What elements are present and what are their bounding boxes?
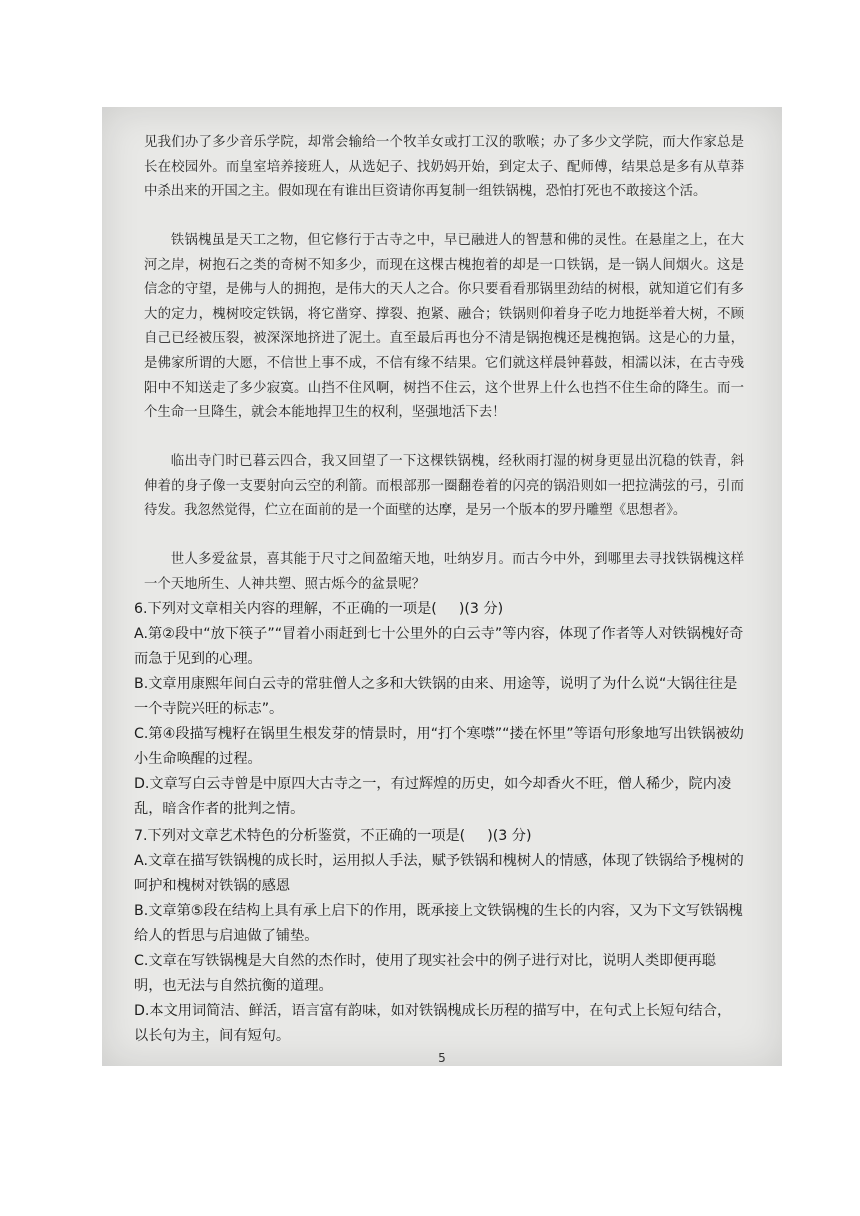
- question-6-option-a: A.第②段中“放下筷子”“冒着小雨赶到七十公里外的白云寺”等内容，体现了作者等人对铁锅槐好奇而急于见到的心理。: [134, 626, 744, 667]
- question-6-option-d: D.文章写白云寺曾是中原四大古寺之一，有过辉煌的历史，如今却香火不旺，僧人稀少，院内凌乱，暗含作者的批判之情。: [134, 776, 732, 817]
- question-7-option-b: B.文章第⑤段在结构上具有承上启下的作用，既承接上文铁锅槐的生长的内容，又为下文写铁锅槐给人的哲思与启迪做了铺垫。: [134, 903, 743, 944]
- question-7-option-c: C.文章在写铁锅槐是大自然的杰作时，使用了现实社会中的例子进行对比，说明人类即便再聪明，也无法与自然抗衡的道理。: [134, 953, 716, 994]
- question-6-stem: [134, 597, 744, 622]
- passage-paragraph: 世人多爱盆景，喜其能于尺寸之间盈缩天地，吐纳岁月。而古今中外，到哪里去寻找铁锅槐这样一个天地所生、人神共塑、照古烁今的盆景呢？: [144, 552, 744, 592]
- scanned-page: [102, 107, 782, 1066]
- question-6-option-b: B.文章用康熙年间白云寺的常驻僧人之多和大铁锅的由来、用途等，说明了为什么说“大锅往往是一个寺院兴旺的标志”。: [134, 676, 738, 717]
- question-6-stem-text: 6.下列对文章相关内容的理解，不正确的一项是(: [134, 601, 437, 617]
- question-7-stem: [134, 824, 744, 849]
- passage-paragraph: 见我们办了多少音乐学院，却常会输给一个牧羊女或打工汉的歌喉；办了多少文学院，而大作家总是长在校园外。而皇室培养接班人，从选妃子、找奶妈开始，到定太子、配师傅，结果总是多有从草莽中杀出来的开国之主。假如现在有谁出巨资请你再复制一组铁锅槐，恐怕打死也不敢接这个活。: [144, 135, 744, 200]
- page-number: 5: [438, 1051, 446, 1065]
- passage-paragraph: 铁锅槐虽是天工之物，但它修行于古寺之中，早已融进人的智慧和佛的灵性。在悬崖之上，在大河之岸，树抱石之类的奇树不知多少，而现在这棵古槐抱着的却是一口铁锅，是一锅人间烟火。这是信念的守望，是佛与人的拥抱，是伟大的天人之合。你只要看看那锅里劲结的树根，就知道它们有多大的定力，槐树咬定铁锅，将它凿穿、撑裂、抱紧、融合；铁锅则仰着身子吃力地挺举着大树，不顾自己已经被压裂，被深深地挤进了泥土。直至最后再也分不清是锅抱槐还是槐抱锅。这是心的力量，是佛家所谓的大愿，不信世上事不成，不信有缘不结果。它们就这样晨钟暮鼓，相濡以沫，在古寺残阳中不知送走了多少寂寞。山挡不住风啊，树挡不住云，这个世界上什么也挡不住生命的降生。而一个生命一旦降生，就会本能地捍卫生的权利，坚强地活下去！: [144, 233, 744, 421]
- passage-paragraph: 临出寺门时已暮云四合，我又回望了一下这棵铁锅槐，经秋雨打湿的树身更显出沉稳的铁青，斜伸着的身子像一支要射向云空的利箭。而根部那一圈翻卷着的闪亮的锅沿则如一把拉满弦的弓，引而待发。我忽然觉得，伫立在面前的是一个面壁的达摩，是另一个版本的罗丹雕塑《思想者》。: [144, 454, 744, 519]
- question-7-option-d: D.本文用词简洁、鲜活，语言富有韵味，如对铁锅槐成长历程的描写中，在句式上长短句结合，以长句为主，间有短句。: [134, 1003, 732, 1044]
- question-6-option-c: C.第④段描写槐籽在锅里生根发芽的情景时，用“打个寒噤”“搂在怀里”等语句形象地写出铁锅被幼小生命唤醒的过程。: [134, 726, 744, 767]
- question-7-score: )(3 分): [487, 828, 532, 844]
- question-7-stem-text: 7.下列对文章艺术特色的分析鉴赏，不正确的一项是(: [134, 828, 466, 844]
- question-7-option-a: A.文章在描写铁锅槐的成长时，运用拟人手法，赋予铁锅和槐树人的情感，体现了铁锅给予槐树的呵护和槐树对铁锅的感恩: [134, 853, 744, 894]
- question-6-score: )(3 分): [458, 601, 504, 617]
